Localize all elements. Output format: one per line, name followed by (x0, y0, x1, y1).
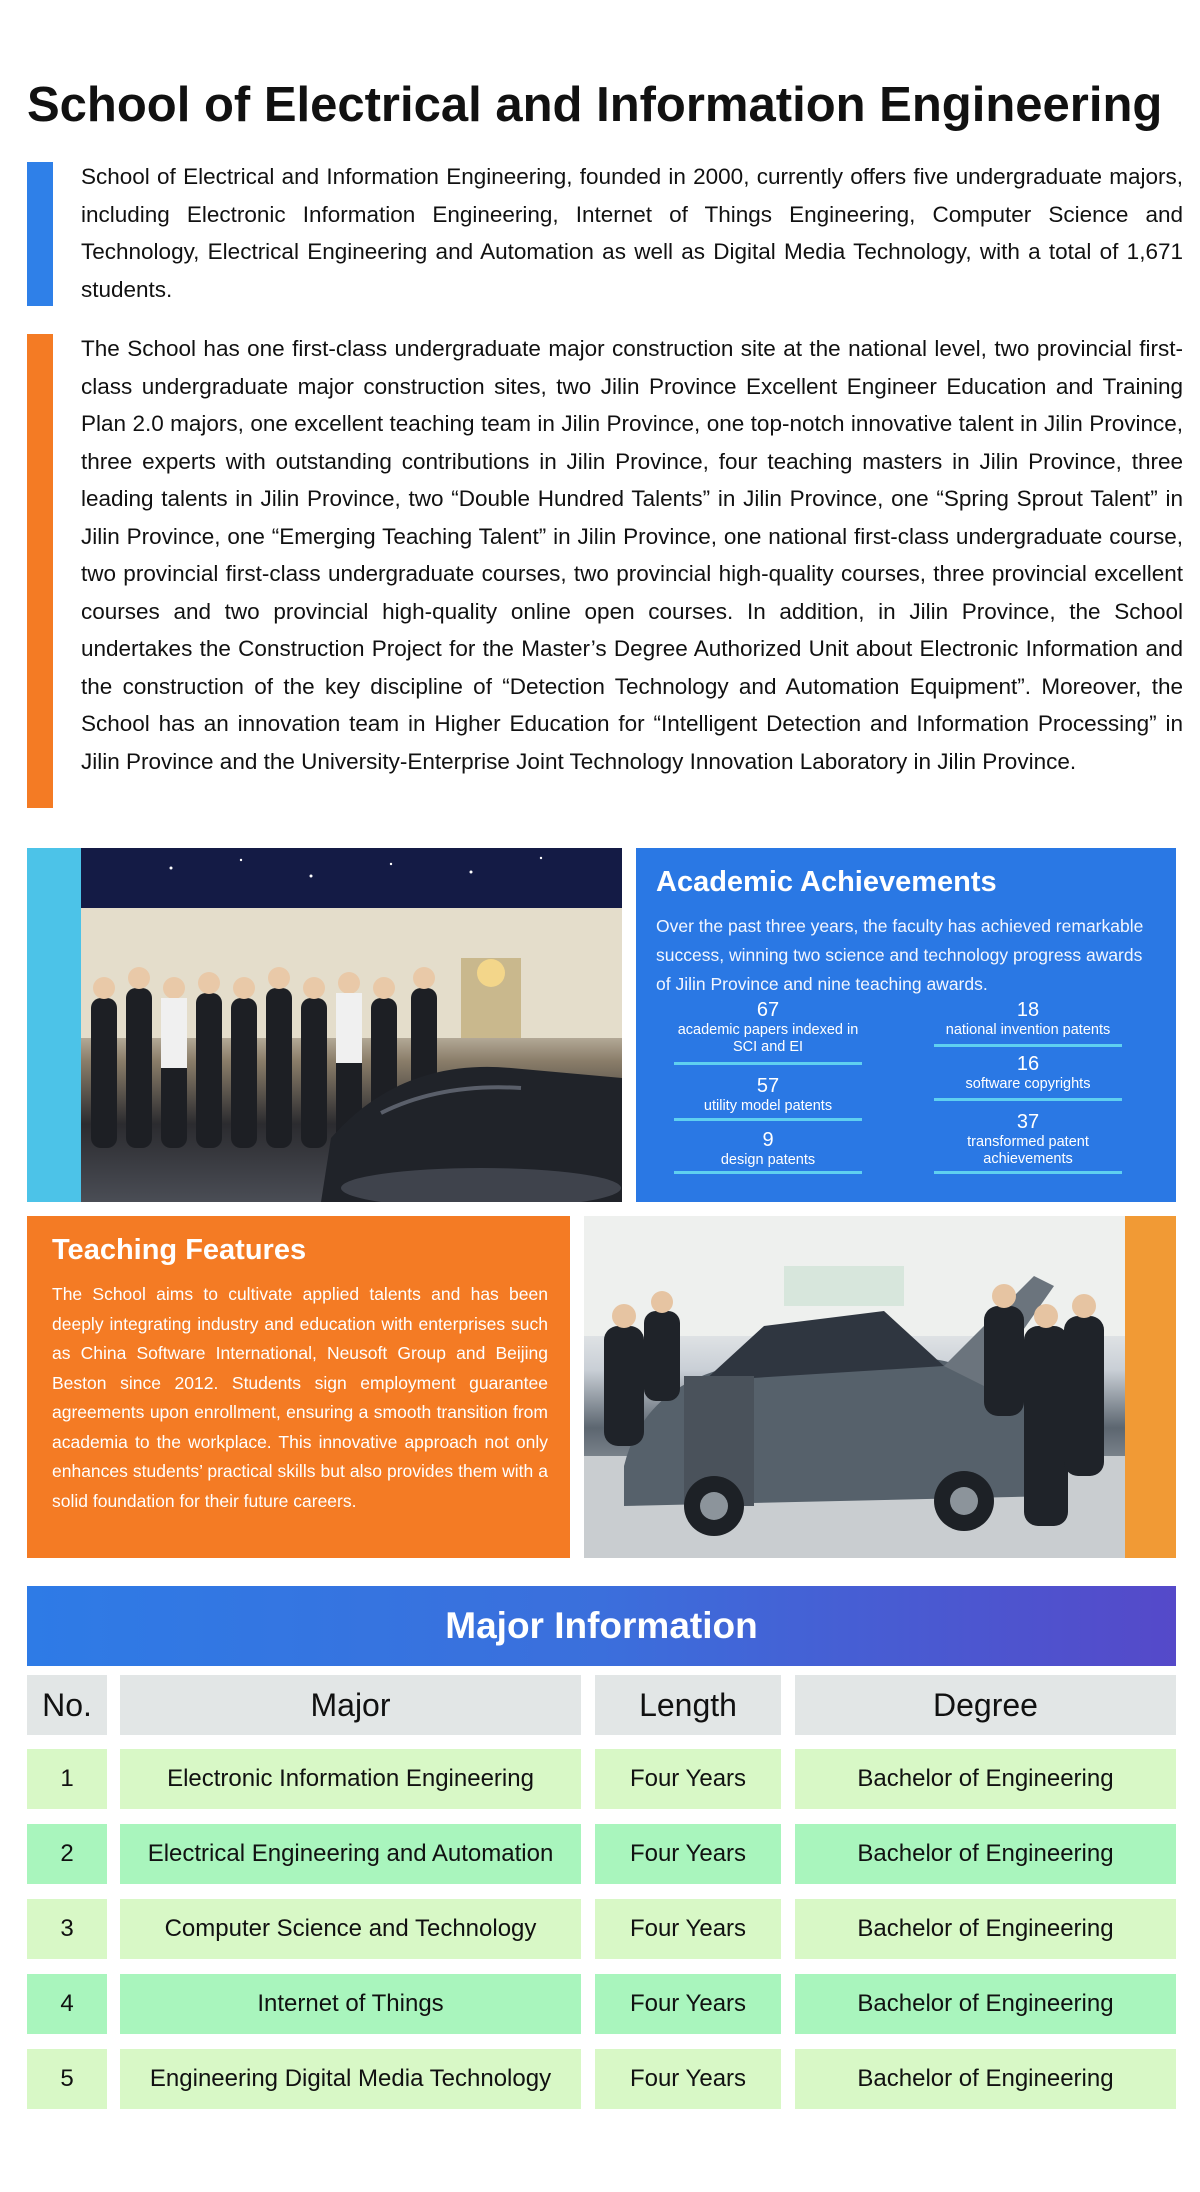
table-header-no: No. (27, 1675, 107, 1735)
major-information-banner: Major Information (27, 1586, 1176, 1666)
stat-label: academic papers indexed in SCI and EI (677, 1022, 859, 1055)
students-car-exhibition-photo (81, 848, 622, 1202)
table-cell-no: 4 (27, 1974, 107, 2034)
cyan-accent-bar (27, 848, 81, 1202)
table-header-major: Major (120, 1675, 581, 1735)
orange-accent-bar (1125, 1216, 1176, 1558)
stat-value: 18 (1016, 999, 1040, 1021)
table-cell-major: Engineering Digital Media Technology (120, 2049, 581, 2109)
stat-item (674, 1128, 862, 1169)
stat-item (674, 1074, 862, 1115)
table-header-degree: Degree (795, 1675, 1176, 1735)
table-cell-length: Four Years (595, 1974, 781, 2034)
stat-underline (934, 1171, 1122, 1174)
stat-item (934, 1052, 1122, 1093)
stat-item (674, 998, 862, 1056)
stat-value: 9 (762, 1129, 774, 1151)
table-cell-no: 5 (27, 2049, 107, 2109)
table-cell-length: Four Years (595, 1824, 781, 1884)
stat-underline (934, 1044, 1122, 1047)
table-cell-no: 2 (27, 1824, 107, 1884)
stat-label: software copyrights (965, 1076, 1091, 1092)
table-cell-length: Four Years (595, 1899, 781, 1959)
academic-achievements-panel (636, 848, 1176, 1202)
stat-item (934, 1110, 1122, 1168)
photo-illustration (81, 848, 622, 1202)
stat-value: 16 (1016, 1053, 1040, 1075)
table-cell-degree: Bachelor of Engineering (795, 2049, 1176, 2109)
intro-paragraph: School of Electrical and Information Engineering, founded in 2000, currently offers five undergraduate majors, including Electronic Information Engineering, Internet of Things Engineering, Computer Science and Technology, Electrical Engineering and Automation as well as Digital Media Technology, with a total of 1,671 students. (81, 164, 1183, 302)
table-cell-major: Computer Science and Technology (120, 1899, 581, 1959)
table-cell-degree: Bachelor of Engineering (795, 1974, 1176, 2034)
stat-label: design patents (720, 1152, 816, 1168)
stat-label: transformed patent achievements (967, 1134, 1089, 1167)
teaching-features-title: Teaching Features (52, 1234, 307, 1266)
stat-label: utility model patents (703, 1098, 833, 1114)
photo-illustration (584, 1216, 1125, 1558)
table-cell-major: Electrical Engineering and Automation (120, 1824, 581, 1884)
table-cell-length: Four Years (595, 1749, 781, 1809)
orange-accent-bar (27, 334, 53, 808)
blue-accent-bar (27, 162, 53, 306)
stat-value: 67 (756, 999, 780, 1021)
table-cell-length: Four Years (595, 2049, 781, 2109)
table-cell-degree: Bachelor of Engineering (795, 1899, 1176, 1959)
stat-underline (674, 1118, 862, 1121)
stat-underline (674, 1171, 862, 1174)
stat-underline (674, 1062, 862, 1065)
table-cell-major: Electronic Information Engineering (120, 1749, 581, 1809)
stat-underline (934, 1098, 1122, 1101)
teaching-features-panel (27, 1216, 570, 1558)
table-cell-degree: Bachelor of Engineering (795, 1824, 1176, 1884)
achievements-paragraph: The School has one first-class undergraduate major construction site at the national level, two provincial first-class undergraduate major construction sites, two Jilin Province Excellent Engineer Education and Training Plan 2.0 majors, one excellent teaching team in Jilin Province, one top-notch innovative talent in Jilin Province, three experts with outstanding contributions in Jilin Province, four teaching masters in Jilin Province, three leading talents in Jilin Province, two “Double Hundred Talents” in Jilin Province, one “Spring Sprout Talent” in Jilin Province, one “Emerging Teaching Talent” in Jilin Province, one national first-class undergraduate course, two provincial first-class undergraduate courses, two provincial high-quality courses, three provincial excellent courses and two provincial high-quality online open courses. In addition, in Jilin Province, the School undertakes the Construction Project for the Master’s Degree Authorized Unit about Electronic Information and the construction of the key discipline of “Detection Technology and Automation Equipment”. Moreover, the School has an innovation team in Higher Education for “Intelligent Detection and Information Processing” in Jilin Province and the University-Enterprise Joint Technology Innovation Laboratory in Jilin Province. (81, 336, 1183, 774)
table-cell-major: Internet of Things (120, 1974, 581, 2034)
stat-item (934, 998, 1122, 1039)
stat-label: national invention patents (945, 1022, 1111, 1038)
table-header-length: Length (595, 1675, 781, 1735)
page-title: School of Electrical and Information Engineering (27, 78, 1163, 132)
teaching-features-description: The School aims to cultivate applied talents and has been deeply integrating industry and education with enterprises such as China Software International, Neusoft Group and Beijing Beston since 2012. Students sign employment guarantee agreements upon enrollment, ensuring a smooth transition from academia to the workplace. This innovative approach not only enhances students’ practical skills but also provides them with a solid foundation for their future careers. (52, 1284, 548, 1511)
table-cell-no: 3 (27, 1899, 107, 1959)
table-cell-no: 1 (27, 1749, 107, 1809)
table-cell-degree: Bachelor of Engineering (795, 1749, 1176, 1809)
students-car-workshop-photo (584, 1216, 1125, 1558)
academic-achievements-description: Over the past three years, the faculty has achieved remarkable success, winning two science and technology progress awards of Jilin Province and nine teaching awards. (656, 916, 1144, 994)
academic-achievements-title: Academic Achievements (656, 866, 997, 898)
stat-value: 37 (1016, 1111, 1040, 1133)
stat-value: 57 (756, 1075, 780, 1097)
